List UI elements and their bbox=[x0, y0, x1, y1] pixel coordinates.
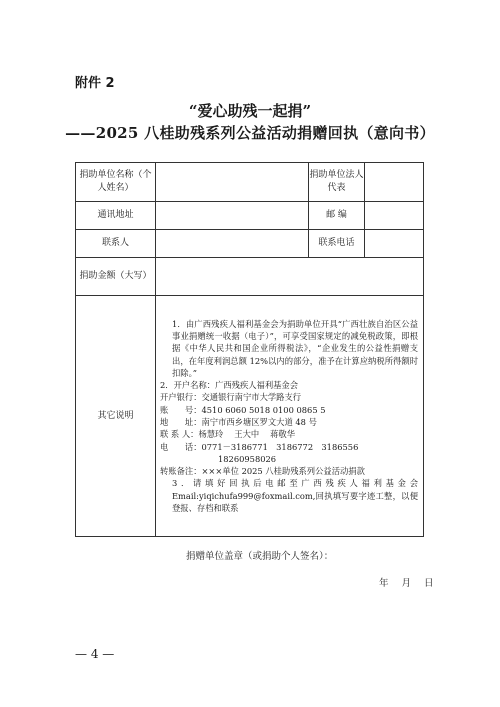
form-row-contact bbox=[76, 230, 424, 258]
amount-field[interactable] bbox=[156, 258, 424, 296]
donation-receipt-form bbox=[75, 162, 424, 537]
note-contacts: 联 系 人：杨慧玲 王大中 蒋敬华 bbox=[160, 429, 296, 440]
date-line: 年 月 日 bbox=[379, 578, 434, 589]
page-number: — 4 — bbox=[75, 647, 115, 661]
note-telephone: 电 话：0771－3186771 3186772 3186556 bbox=[160, 441, 359, 452]
phone-field[interactable] bbox=[365, 230, 424, 258]
address-label: 通讯地址 bbox=[76, 202, 156, 230]
other-notes-content bbox=[156, 296, 424, 537]
note-mobile: 18260958026 bbox=[218, 453, 277, 464]
note-account-name: 2．开户名称：广西残疾人福利基金会 bbox=[160, 380, 299, 391]
address-field[interactable] bbox=[156, 202, 309, 230]
legal-rep-label: 捐助单位法人代表 bbox=[309, 163, 365, 202]
form-row-amount bbox=[76, 258, 424, 296]
postcode-label: 邮 编 bbox=[309, 202, 365, 230]
postcode-field[interactable] bbox=[365, 202, 424, 230]
note-bank: 开户银行：交通银行南宁市大学路支行 bbox=[160, 392, 302, 403]
legal-rep-field[interactable] bbox=[365, 163, 424, 202]
attachment-label: 附件 2 bbox=[75, 76, 115, 91]
note-email-instruction: 3．请填好回执后电邮至广西残疾人福利基金会 Email:yiqichufa999@foxmail.com,回执填写要字迹工整，以便登报、存档和联系 bbox=[172, 478, 418, 514]
amount-label: 捐助金额（大写） bbox=[76, 258, 156, 296]
form-row-address bbox=[76, 202, 424, 230]
note-tax-receipt: 1．由广西残疾人福利基金会为捐助单位开具“广西壮族自治区公益事业捐赠统一收据（电子）”，可享受国家规定的减免税政策，即根据《中华人民共和国企业所得税法》，“企业发生的公益性捐赠支出，在年度利润总额 12%以内的部分，准予在计算应纳税所得额时扣除。” bbox=[172, 318, 418, 378]
form-row-donor bbox=[76, 163, 424, 202]
note-address: 地 址：南宁市西乡塘区罗文大道 48 号 bbox=[160, 417, 317, 427]
contact-label: 联系人 bbox=[76, 230, 156, 258]
other-notes-label: 其它说明 bbox=[76, 296, 156, 537]
seal-signature-line: 捐赠单位盖章（或捐助个人签名）： bbox=[186, 551, 334, 562]
phone-label: 联系电话 bbox=[309, 230, 365, 258]
form-row-other bbox=[76, 296, 424, 537]
contact-field[interactable] bbox=[156, 230, 309, 258]
note-account-number: 账 号：4510 6060 5018 0100 0865 5 bbox=[160, 404, 326, 415]
donor-name-label: 捐助单位名称（个人姓名） bbox=[76, 163, 156, 202]
document-title: “爱心助残一起捐” bbox=[188, 102, 312, 120]
donor-name-field[interactable] bbox=[156, 163, 309, 202]
document-subtitle: ——2025 八桂助残系列公益活动捐赠回执（意向书） bbox=[65, 124, 435, 142]
note-transfer-remark: 转账备注：×××单位 2025 八桂助残系列公益活动捐款 bbox=[160, 466, 365, 477]
